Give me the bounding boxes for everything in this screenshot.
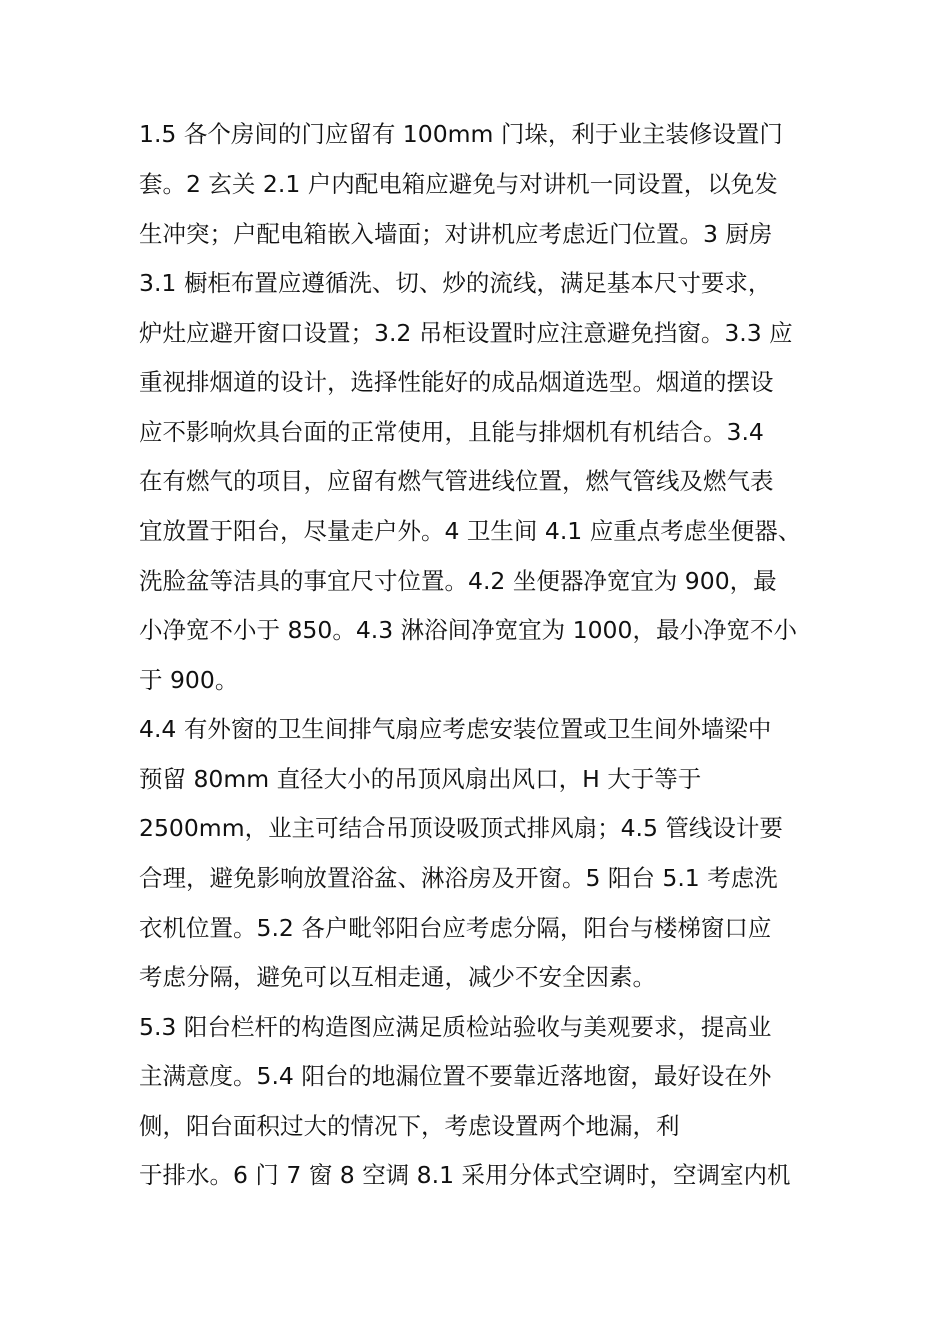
text-line: 主满意度。5.4 阳台的地漏位置不要靠近落地窗，最好设在外 bbox=[139, 1062, 772, 1090]
text-line: 炉灶应避开窗口设置；3.2 吊柜设置时应注意避免挡窗。3.3 应 bbox=[139, 319, 793, 347]
text-line: 应不影响炊具台面的正常使用，且能与排烟机有机结合。3.4 bbox=[139, 418, 764, 446]
text-line: 1.5 各个房间的门应留有 100mm 门垛，利于业主装修设置门 bbox=[139, 120, 783, 148]
text-line: 在有燃气的项目，应留有燃气管进线位置，燃气管线及燃气表 bbox=[139, 467, 774, 495]
text-line: 侧，阳台面积过大的情况下，考虑设置两个地漏，利 bbox=[139, 1112, 680, 1140]
text-line: 考虑分隔，避免可以互相走通，减少不安全因素。 bbox=[139, 963, 656, 991]
text-line: 洗脸盆等洁具的事宜尺寸位置。4.2 坐便器净宽宜为 900，最 bbox=[139, 567, 777, 595]
text-line: 3.1 橱柜布置应遵循洗、切、炒的流线，满足基本尺寸要求， bbox=[139, 269, 772, 297]
text-line: 预留 80mm 直径大小的吊顶风扇出风口，H 大于等于 bbox=[139, 765, 702, 793]
text-line: 2500mm，业主可结合吊顶设吸顶式排风扇；4.5 管线设计要 bbox=[139, 814, 783, 842]
text-line: 5.3 阳台栏杆的构造图应满足质检站验收与美观要求，提高业 bbox=[139, 1013, 772, 1041]
text-line: 套。2 玄关 2.1 户内配电箱应避免与对讲机一同设置，以免发 bbox=[139, 170, 778, 198]
text-line: 于排水。6 门 7 窗 8 空调 8.1 采用分体式空调时，空调室内机 bbox=[139, 1161, 791, 1189]
text-line: 衣机位置。5.2 各户毗邻阳台应考虑分隔，阳台与楼梯窗口应 bbox=[139, 914, 772, 942]
text-line: 宜放置于阳台，尽量走户外。4 卫生间 4.1 应重点考虑坐便器、 bbox=[139, 517, 802, 545]
text-line: 于 900。 bbox=[139, 666, 239, 694]
text-line: 小净宽不小于 850。4.3 淋浴间净宽宜为 1000，最小净宽不小 bbox=[139, 616, 797, 644]
text-line: 合理，避免影响放置浴盆、淋浴房及开窗。5 阳台 5.1 考虑洗 bbox=[139, 864, 778, 892]
text-line: 重视排烟道的设计，选择性能好的成品烟道选型。烟道的摆设 bbox=[139, 368, 774, 396]
text-line: 4.4 有外窗的卫生间排气扇应考虑安装位置或卫生间外墙梁中 bbox=[139, 715, 772, 743]
text-line: 生冲突；户配电箱嵌入墙面；对讲机应考虑近门位置。3 厨房 bbox=[139, 220, 773, 248]
